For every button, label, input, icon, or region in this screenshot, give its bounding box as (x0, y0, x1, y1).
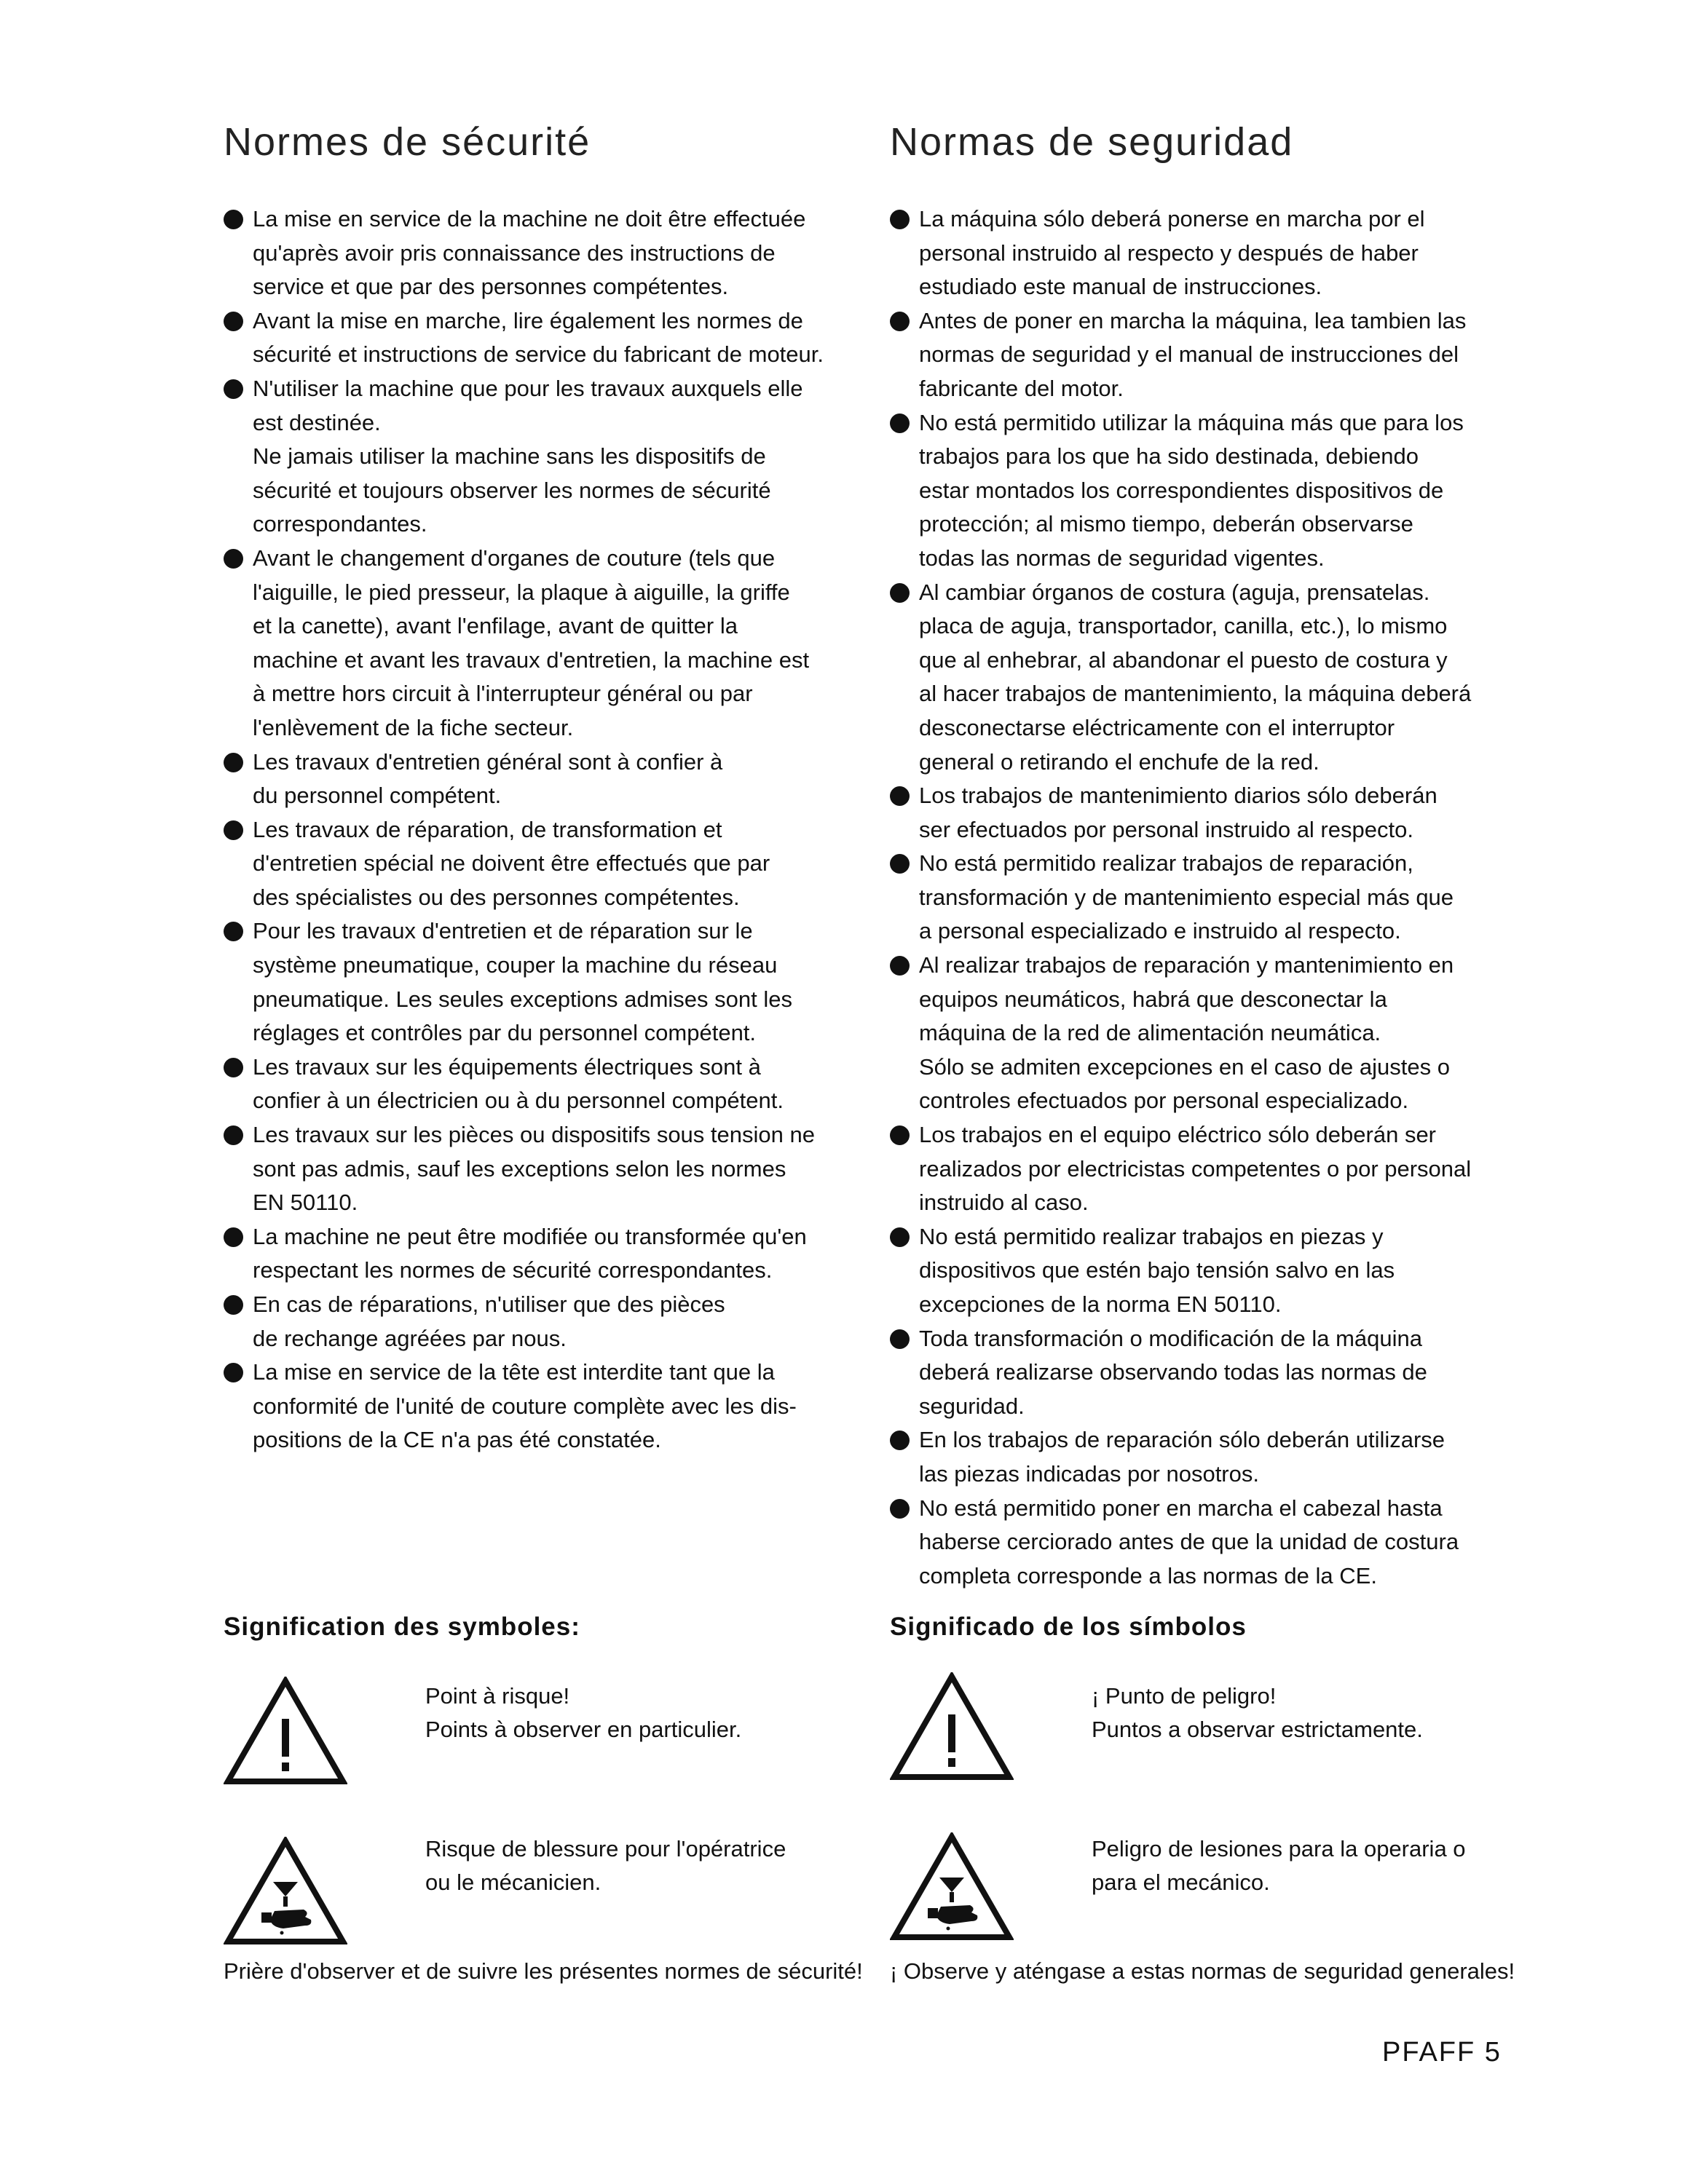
french-symbols-section (224, 1613, 879, 1982)
hand-injury-icon (890, 1832, 1014, 1942)
spanish-column (890, 109, 1560, 1593)
danger-warning-icon (224, 1677, 347, 1786)
bullet-icon (890, 414, 910, 433)
bullet-icon (224, 1058, 243, 1077)
list-item: No está permitido realizar trabajos de reparación, transformación y de mantenimiento especial más que a personal especializado e instruido al respecto. (890, 847, 1560, 949)
bullet-icon (890, 1431, 910, 1450)
list-item: Avant le changement d'organes de couture (tels que l'aiguille, le pied presseur, la plaque à aiguille, la griffe et la canette), avant l'enfilage, avant de quitter la machine et avant les travaux d'entretien, la machine est à mettre hors circuit à l'interrupteur général ou par l'enlèvement de la fiche secteur. (224, 542, 894, 745)
list-item: N'utiliser la machine que pour les travaux auxquels elle est destinée. Ne jamais utiliser la machine sans les dispositifs de sécurité et toujours observer les normes de sécurité correspondantes. (224, 372, 894, 542)
danger-symbol-text: Point à risque! Points à observer en particulier. (425, 1683, 742, 1742)
bullet-icon (890, 210, 910, 229)
list-item: Al realizar trabajos de reparación y mantenimiento en equipos neumáticos, habrá que desconectar la máquina de la red de alimentación neumática. Sólo se admiten excepciones en el caso de ajustes o controles efectuados por personal especializado. (890, 949, 1560, 1118)
bullet-icon (224, 1125, 243, 1145)
list-item: Los trabajos de mantenimiento diarios sólo deberán ser efectuados por personal instruido al respecto. (890, 779, 1560, 847)
list-item: Pour les travaux d'entretien et de réparation sur le système pneumatique, couper la machine du réseau pneumatique. Les seules exceptions admises sont les réglages et contrôles par du personnel compétent. (224, 914, 894, 1050)
list-item: No está permitido utilizar la máquina más que para los trabajos para los que ha sido destinada, debiendo estar montados los correspondientes dispositivos de protección; al mismo tiempo, deberán observarse todas las normas de seguridad vigentes. (890, 406, 1560, 576)
french-column (224, 109, 894, 1457)
list-item: La mise en service de la tête est interdite tant que la conformité de l'unité de couture complète avec les dis- positions de la CE n'a pas été constatée. (224, 1356, 894, 1457)
list-item: Al cambiar órganos de costura (aguja, prensatelas. placa de aguja, transportador, canilla, etc.), lo mismo que al enhebrar, al abandonar el puesto de costura y al hacer trabajos de mantenimiento, la máquina deberá desconectarse eléctricamente con el interruptor general o retirando el enchufe de la red. (890, 576, 1560, 780)
spanish-safety-list (890, 202, 1560, 1593)
spanish-symbols-section (890, 1613, 1560, 1984)
bullet-icon (224, 210, 243, 229)
bullet-icon (224, 1227, 243, 1247)
list-item: La machine ne peut être modifiée ou transformée qu'en respectant les normes de sécurité correspondantes. (224, 1220, 894, 1288)
bullet-icon (890, 1227, 910, 1247)
bullet-icon (224, 1363, 243, 1382)
symbol-row-danger (890, 1672, 1560, 1818)
symbol-row-danger (224, 1677, 879, 1822)
list-item: La mise en service de la machine ne doit être effectuée qu'après avoir pris connaissance des instructions de service et que par des personnes compétentes. (224, 202, 894, 304)
french-title: Normes de sécurité (224, 120, 591, 164)
list-item: Avant la mise en marche, lire également les normes de sécurité et instructions de service du fabricant de moteur. (224, 304, 894, 372)
bullet-icon (890, 312, 910, 331)
injury-symbol-text: Peligro de lesiones para la operaria o para el mecánico. (1092, 1836, 1466, 1895)
list-item: Les travaux de réparation, de transformation et d'entretien spécial ne doivent être effectués que par des spécialistes ou des personnes compétentes. (224, 813, 894, 915)
bullet-icon (224, 379, 243, 399)
french-symbols-heading: Signification des symboles: (224, 1613, 580, 1641)
list-item: Les travaux d'entretien général sont à confier à du personnel compétent. (224, 745, 894, 813)
list-item: La máquina sólo deberá ponerse en marcha por el personal instruido al respecto y después de haber estudiado este manual de instrucciones. (890, 202, 1560, 304)
list-item: Toda transformación o modificación de la máquina deberá realizarse observando todas las normas de seguridad. (890, 1322, 1560, 1424)
french-closing-text: Prière d'observer et de suivre les présentes normes de sécurité! (224, 1958, 863, 1984)
list-item: No está permitido poner en marcha el cabezal hasta haberse cerciorado antes de que la unidad de costura completa corresponde a las normas de la CE. (890, 1492, 1560, 1594)
spanish-title: Normas de seguridad (890, 120, 1294, 164)
list-item: Les travaux sur les équipements électriques sont à confier à un électricien ou à du personnel compétent. (224, 1051, 894, 1118)
spanish-closing-text: ¡ Observe y aténgase a estas normas de seguridad generales! (890, 1958, 1515, 1984)
bullet-icon (224, 549, 243, 569)
page-footer: PFAFF 5 (1382, 2037, 1502, 2068)
bullet-icon (890, 1329, 910, 1349)
spanish-symbols-heading: Significado de los símbolos (890, 1613, 1247, 1641)
bullet-icon (890, 1125, 910, 1145)
bullet-icon (890, 583, 910, 603)
bullet-icon (224, 922, 243, 941)
french-safety-list (224, 202, 894, 1457)
bullet-icon (224, 312, 243, 331)
list-item: En cas de réparations, n'utiliser que des pièces de rechange agréées par nous. (224, 1288, 894, 1356)
bullet-icon (224, 753, 243, 772)
list-item: Los trabajos en el equipo eléctrico sólo deberán ser realizados por electricistas competentes o por personal instruido al caso. (890, 1118, 1560, 1220)
injury-symbol-text: Risque de blessure pour l'opératrice ou le mécanicien. (425, 1836, 786, 1895)
bullet-icon (890, 854, 910, 874)
bullet-icon (890, 1499, 910, 1519)
bullet-icon (890, 786, 910, 806)
bullet-icon (224, 1295, 243, 1315)
bullet-icon (890, 956, 910, 976)
danger-symbol-text: ¡ Punto de peligro! Puntos a observar estrictamente. (1092, 1683, 1423, 1742)
list-item: Antes de poner en marcha la máquina, lea tambien las normas de seguridad y el manual de instrucciones del fabricante del motor. (890, 304, 1560, 406)
list-item: En los trabajos de reparación sólo deberán utilizarse las piezas indicadas por nosotros. (890, 1423, 1560, 1491)
list-item: No está permitido realizar trabajos en piezas y dispositivos que estén bajo tensión salvo en las excepciones de la norma EN 50110. (890, 1220, 1560, 1322)
bullet-icon (224, 820, 243, 840)
list-item: Les travaux sur les pièces ou dispositifs sous tension ne sont pas admis, sauf les exceptions selon les normes EN 50110. (224, 1118, 894, 1220)
hand-injury-icon (224, 1837, 347, 1946)
danger-warning-icon (890, 1672, 1014, 1781)
